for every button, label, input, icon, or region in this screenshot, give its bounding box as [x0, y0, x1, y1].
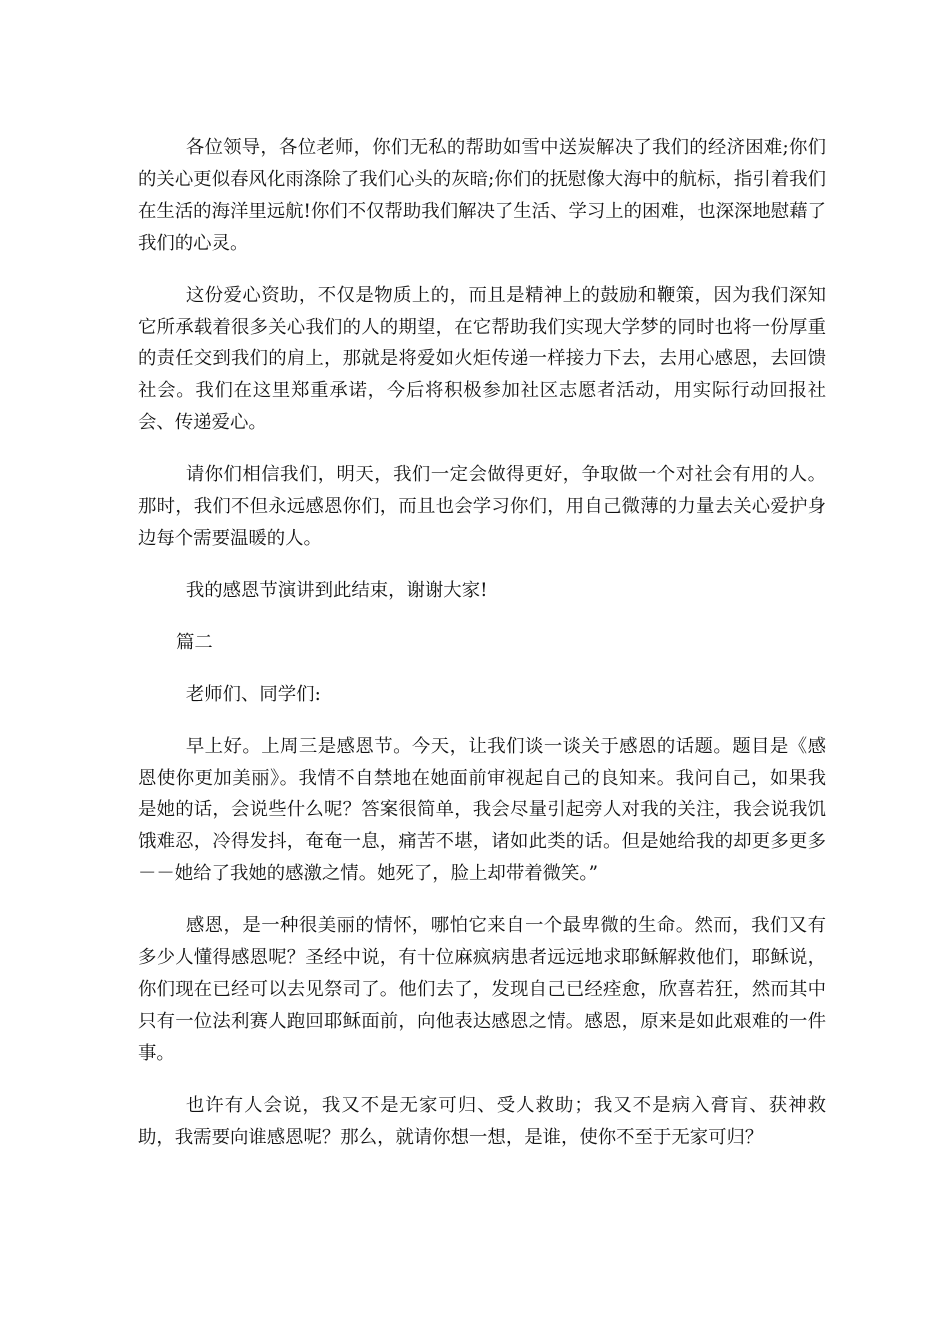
salutation: 老师们、同学们: [185, 683, 321, 705]
paragraph: 也许有人会说，我又不是无家可归、受人救助；我又不是病入膏肓、获神救助，我需要向谁感恩呢？那么，就请你想一想，是谁，使你不至于无家可归？ [138, 1094, 826, 1148]
paragraph: 各位领导，各位老师，你们无私的帮助如雪中送炭解决了我们的经济困难;你们的关心更似春风化雨涤除了我们心头的灰暗;你们的抚慰像大海中的航标，指引着我们在生活的海洋里远航!你们不仅帮助我们解决了生活、学习上的困难，也深深地慰藉了我们的心灵。 [138, 137, 826, 254]
paragraph: 请你们相信我们，明天，我们一定会做得更好，争取做一个对社会有用的人。那时，我们不但永远感恩你们，而且也会学习你们，用自己微薄的力量去关心爱护身边每个需要温暖的人。 [138, 464, 826, 549]
paragraph: 感恩，是一种很美丽的情怀，哪怕它来自一个最卑微的生命。然而，我们又有多少人懂得感恩呢？圣经中说，有十位麻疯病患者远远地求耶稣解救他们，耶稣说，你们现在已经可以去见祭司了。他们去了，发现自己已经痊愈，欣喜若狂，然而其中只有一位法利赛人跑回耶稣面前，向他表达感恩之情。感恩，原来是如此艰难的一件事。 [138, 915, 826, 1064]
closing-line: 我的感恩节演讲到此结束，谢谢大家! [185, 579, 488, 601]
document-page [138, 132, 826, 1173]
section-heading: 篇二 [176, 631, 213, 653]
paragraph: 这份爱心资助，不仅是物质上的，而且是精神上的鼓励和鞭策，因为我们深知它所承载着很多关心我们的人的期望，在它帮助我们实现大学梦的同时也将一份厚重的责任交到我们的肩上，那就是将爱如火炬传递一样接力下去，去用心感恩，去回馈社会。我们在这里郑重承诺，今后将积极参加社区志愿者活动，用实际行动回报社会、传递爱心。 [138, 284, 826, 434]
paragraph: 早上好。上周三是感恩节。今天，让我们谈一谈关于感恩的话题。题目是《感恩使你更加美丽》。我情不自禁地在她面前审视起自己的良知来。我问自己，如果我是她的话，会说些什么呢？答案很简单，我会尽量引起旁人对我的关注，我会说我饥饿难忍，冷得发抖，奄奄一息，痛苦不堪，诸如此类的话。但是她给我的却更多更多－－她给了我她的感激之情。她死了，脸上却带着微笑。” [138, 735, 826, 885]
